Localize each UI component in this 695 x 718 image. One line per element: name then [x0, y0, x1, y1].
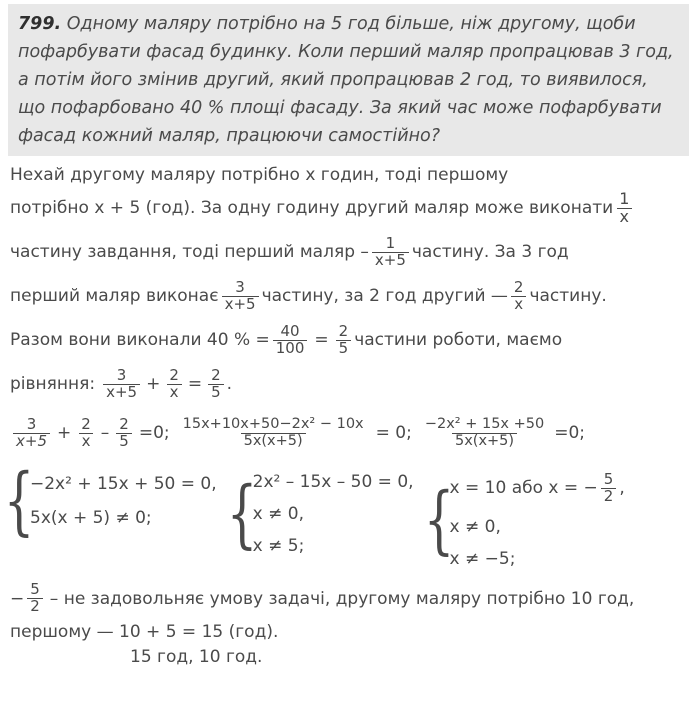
numerator: 1 [385, 233, 396, 252]
equals-sign-2: = [187, 374, 203, 394]
denominator: х [79, 433, 94, 450]
denominator: х+5 [222, 296, 259, 313]
left-brace-icon: { [3, 458, 35, 544]
numerator: 5 [603, 470, 614, 488]
problem-text: Одному маляру потрібно на 5 год більше, ніж другому, щоби пофарбувати фасад будинку. Коли перший маляр пропрацював 3 год, а потім його змінив другий, який пропрацював 2 год, то виявилося, що пофарбовано 40 % площі фасаду. За який час може пофарбувати фасад кожний маляр, працюючи самостійно? [18, 14, 674, 146]
denominator: 5х(х+5) [452, 433, 517, 449]
solution-line-4-text-c: частину. [529, 286, 607, 306]
transformation-row [0, 406, 695, 460]
solution-line-5 [0, 318, 695, 362]
equation-systems [0, 460, 695, 575]
solution-line-5-text-b: частини роботи, маємо [354, 330, 563, 350]
system-2-eq-1: 2х² – 15х – 50 = 0, [252, 472, 414, 492]
system-2-eq-3: х ≠ 5; [252, 536, 305, 556]
system-3-eq-1-comma: , [619, 478, 625, 499]
left-brace-icon: { [423, 477, 454, 564]
denominator: х+5 [372, 252, 409, 269]
system-1 [3, 458, 217, 544]
fraction-5-over-2-closing [27, 582, 43, 615]
denominator: х [167, 384, 182, 401]
fraction-2-over-5-row [116, 414, 132, 450]
numerator: 1 [619, 188, 630, 208]
plus-sign-2: + [57, 423, 72, 443]
fraction-1-over-x-plus-5 [372, 233, 409, 269]
fraction-2-over-5-b [208, 365, 224, 401]
equals-zero-3: =0; [554, 423, 586, 443]
system-2-line-3 [253, 536, 414, 556]
closing-line-2: першому — 10 + 5 = 15 (год). [10, 621, 279, 642]
solution-line-2 [0, 186, 695, 230]
fraction-1-over-x [616, 188, 632, 226]
final-answer: 15 год, 10 год. [130, 646, 263, 667]
equals-zero-1: =0; [138, 423, 170, 443]
fraction-40-over-100 [273, 321, 308, 357]
denominator: 5 [116, 433, 132, 450]
denominator: х [511, 296, 526, 313]
problem-number: 799. [18, 14, 62, 34]
equals-zero-2: = 0; [375, 423, 412, 443]
system-2-line-1 [253, 472, 414, 492]
denominator: х+5 [103, 384, 140, 401]
system-3-eq-3: х ≠ −5; [449, 548, 516, 569]
denominator: 5х(х+5) [241, 433, 306, 449]
numerator: 2 [119, 414, 129, 433]
solution-line-6-equation [0, 362, 695, 406]
system-2-eq-2: х ≠ 0, [252, 504, 304, 524]
numerator: 2 [513, 277, 524, 296]
minus-sign-1: – [100, 423, 110, 443]
solution-line-3-text-a: частину завдання, тоді перший маляр – [10, 242, 369, 262]
system-3-line-1 [450, 472, 625, 505]
solution-line-3 [0, 230, 695, 274]
solution-line-5-text-a: Разом вони виконали 40 % = [10, 330, 270, 350]
numerator: 2 [169, 365, 179, 384]
numerator: 40 [280, 321, 300, 340]
left-brace-icon: { [226, 470, 257, 557]
fraction-2-over-x [511, 277, 527, 313]
system-3-line-2 [450, 517, 625, 537]
system-3-eq-1-text: х = 10 або х = − [449, 478, 598, 499]
numerator: 2 [338, 321, 349, 340]
numerator: 15х+10х+50−2х² − 10х [182, 416, 364, 433]
system-2 [226, 466, 414, 562]
fraction-simplified-numerator [422, 417, 547, 448]
problem-statement [8, 4, 689, 156]
period: . [226, 374, 233, 394]
equation-label: рівняння: [10, 374, 96, 394]
solution-line-4-text-a: перший маляр виконає [10, 286, 219, 306]
denominator: 100 [273, 340, 308, 357]
fraction-5-over-2-system [601, 472, 617, 505]
denominator: х [617, 208, 632, 226]
minus-sign-2: − [10, 588, 25, 609]
plus-sign-1: + [146, 374, 161, 394]
numerator: 5 [30, 580, 40, 599]
denominator: 5 [336, 340, 352, 357]
numerator: 3 [235, 277, 245, 296]
system-1-eq-2: 5х(х + 5) ≠ 0; [30, 508, 152, 529]
fraction-3-over-x-plus-5 [222, 277, 259, 313]
solution-line-4-text-b: частину, за 2 год другий — [261, 286, 508, 306]
fraction-3-over-x-plus-5-eq [103, 365, 140, 401]
fraction-2-over-x-eq [166, 365, 182, 401]
solution-line-4 [0, 274, 695, 318]
solution-page [0, 4, 695, 718]
equals-sign-1: = [314, 330, 329, 350]
numerator: −2х² + 15х +50 [424, 416, 545, 433]
closing-line-1 [0, 575, 695, 619]
numerator: 3 [26, 414, 37, 433]
denominator: 5 [208, 384, 224, 401]
fraction-3-over-x-plus-5-row [13, 414, 50, 450]
system-3 [423, 466, 625, 575]
solution-line-3-text-b: частину. За 3 год [411, 242, 569, 262]
system-2-line-2 [253, 504, 414, 524]
numerator: 2 [211, 365, 221, 384]
solution-line-2-text: потрібно х + 5 (год). За одну годину другий маляр може виконати [10, 198, 614, 218]
system-1-eq-1: −2х² + 15х + 50 = 0, [30, 474, 217, 495]
system-1-line-1 [30, 474, 217, 494]
denominator: 2 [27, 598, 43, 615]
fraction-2-over-x-row [78, 414, 94, 450]
fraction-expanded-numerator [180, 417, 367, 448]
numerator: 2 [81, 414, 91, 433]
closing-text-1: – не задовольняє умову задачі, другому маляру потрібно 10 год, [49, 588, 635, 609]
system-1-line-2 [30, 508, 217, 528]
fraction-2-over-5-a [336, 321, 352, 357]
denominator: 2 [601, 488, 617, 505]
denominator: х+5 [13, 433, 50, 450]
numerator: 3 [116, 365, 127, 384]
system-3-line-3 [450, 549, 625, 569]
system-3-eq-2: х ≠ 0, [449, 516, 501, 537]
solution-line-1: Нехай другому маляру потрібно х годин, тоді першому [10, 165, 509, 185]
